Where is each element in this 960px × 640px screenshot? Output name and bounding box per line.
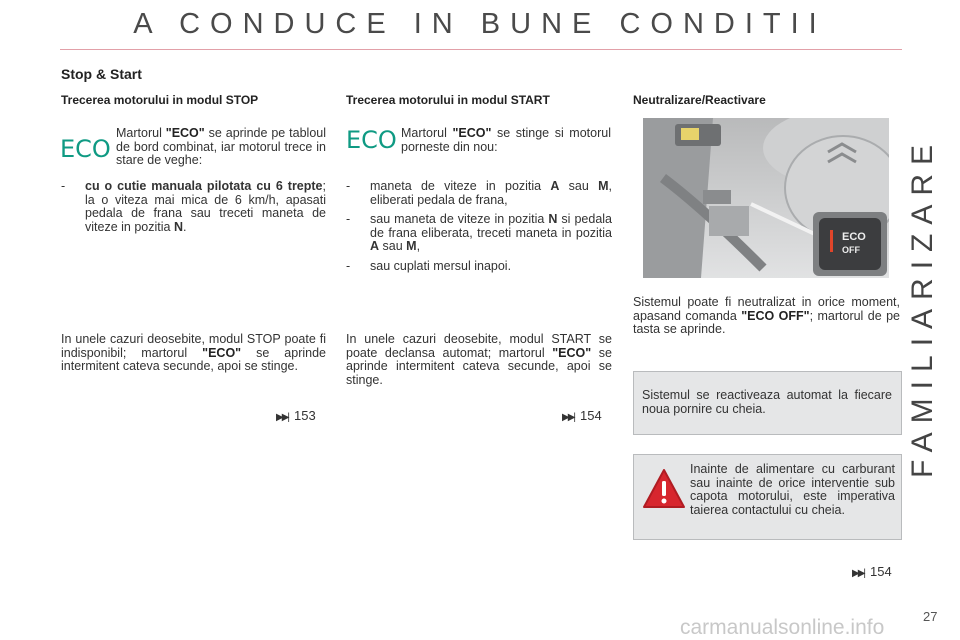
fast-forward-icon: ▶▶|	[852, 568, 864, 579]
col1-intro: Martorul "ECO" se aprinde pe tabloul de bord combinat, iar motorul trece in stare de veghe:	[116, 126, 326, 167]
section-title: Stop & Start	[61, 66, 142, 82]
col2-heading: Trecerea motorului in modul START	[346, 93, 550, 107]
dashboard-illustration	[643, 118, 889, 278]
fast-forward-icon: ▶▶|	[276, 412, 288, 423]
col1-heading: Trecerea motorului in modul STOP	[61, 93, 259, 107]
watermark: carmanualsonline.info	[680, 616, 885, 639]
page-title: A CONDUCE IN BUNE CONDITII	[133, 8, 827, 40]
page-reference-153[interactable]: ▶▶| 153	[276, 408, 316, 423]
col3-text: Sistemul poate fi neutralizat in orice moment, apasand comanda "ECO OFF"; martorul de pe tasta se aprinde.	[633, 295, 900, 336]
col2-note: In unele cazuri deosebite, modul START se poate declansa automat; martorul "ECO" se aprinde intermitent cateva secunde, apoi se stinge.	[346, 332, 612, 387]
fast-forward-icon: ▶▶|	[562, 412, 574, 423]
eco-icon: ECO	[60, 135, 111, 163]
col2-list	[346, 180, 612, 279]
warning-box-text: Inainte de alimentare cu carburant sau inainte de orice interventie sub capota motorului, este imperativa taierea contactului cu cheia.	[690, 462, 895, 517]
warning-box	[633, 454, 902, 540]
list-item: - sau maneta de viteze in pozitia N si pedala de frana eliberata, treceti maneta in pozitia A sau M,	[346, 212, 613, 253]
dashboard-photo	[643, 118, 889, 278]
eco-off-button-label: ECO	[842, 231, 866, 243]
chapter-label: FAMILIARIZARE	[906, 135, 939, 478]
col2-intro: Martorul "ECO" se stinge si motorul porneste din nou:	[401, 126, 611, 154]
page-number: 27	[923, 609, 938, 624]
list-item: - maneta de viteze in pozitia A sau M, eliberati pedala de frana,	[346, 179, 612, 207]
col1-list	[61, 180, 326, 240]
list-item: - sau cuplati mersul inapoi.	[346, 258, 512, 273]
col1-note: In unele cazuri deosebite, modul STOP poate fi indisponibil; martorul "ECO" se aprinde intermitent cateva secunde, apoi se stinge.	[61, 332, 326, 373]
list-item: - cu o cutie manuala pilotata cu 6 trepte; la o viteza mai mica de 6 km/h, apasati pedala de frana sau treceti maneta de viteze in pozitia N.	[61, 179, 326, 234]
col3-heading: Neutralizare/Reactivare	[633, 93, 766, 107]
info-box	[633, 371, 902, 435]
page-reference-154[interactable]: ▶▶| 154	[562, 408, 602, 423]
page-reference-154[interactable]: ▶▶| 154	[852, 564, 892, 579]
info-box-text: Sistemul se reactiveaza automat la fiecare noua pornire cu cheia.	[642, 388, 892, 416]
warning-triangle-icon	[642, 467, 686, 511]
title-divider	[60, 49, 902, 50]
eco-icon: ECO	[346, 126, 397, 154]
svg-text:OFF: OFF	[842, 245, 860, 255]
